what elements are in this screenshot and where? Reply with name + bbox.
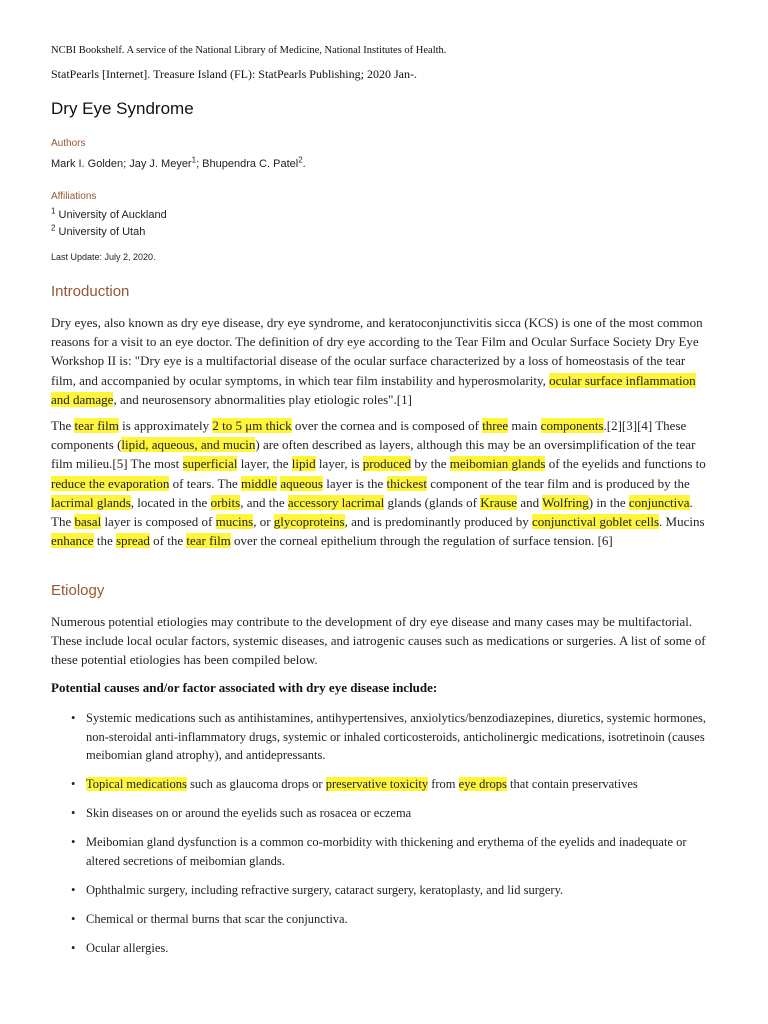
highlighted-text: 2 to 5 μm thick	[212, 418, 292, 433]
highlighted-text: Wolfring	[542, 494, 589, 510]
list-item	[71, 775, 711, 794]
list-item	[71, 881, 711, 900]
highlighted-text: middle	[241, 475, 278, 491]
section-heading-introduction: Introduction	[51, 283, 130, 300]
intro-paragraph-1	[51, 313, 711, 409]
text-run: component of the tear film and is produced by the	[426, 475, 690, 491]
text-run: Systemic medications such as antihistamines, antihypertensives, anxiolytics/benzodiazepines, diuretics, systemic hormones, non-steroidal anti-inflammatory drugs, systemic or inhaled corticosteroids, anticholinergic medications, isotretinoin (causes meibomian gland atrophy), and antidepressants.	[86, 711, 707, 762]
text-run: , and neurosensory abnormalities play etiologic roles".[1]	[113, 391, 412, 407]
text-run: Chemical or thermal burns that scar the conjunctiva.	[86, 911, 348, 926]
bullet-icon: •	[71, 835, 76, 849]
causes-list	[51, 709, 756, 968]
highlighted-text: reduce the evaporation	[51, 475, 170, 491]
text-run: , or	[253, 514, 274, 530]
text-run: Ophthalmic surgery, including refractive surgery, cataract surgery, keratoplasty, and lid surgery.	[86, 882, 564, 897]
intro-paragraph-2	[51, 416, 711, 550]
highlighted-text: conjunctiva	[628, 494, 690, 510]
bullet-icon: •	[71, 711, 76, 725]
text-run: ) are often described as layers, although this may be an oversimplification of the tear film milieu.[5] The most	[51, 437, 696, 472]
bullet-icon: •	[71, 806, 76, 820]
text-run: . Mucins	[659, 514, 705, 530]
text-run: layer, the	[237, 456, 292, 472]
source-line-ncbi: NCBI Bookshelf. A service of the National Library of Medicine, National Institutes of Health.	[51, 45, 447, 56]
text-run: ) in the	[588, 494, 629, 510]
highlighted-text: produced	[362, 456, 412, 472]
affiliations-label: Affiliations	[51, 191, 97, 202]
text-run: is approximately	[118, 418, 213, 433]
text-run: layer is the	[322, 475, 387, 491]
authors-label: Authors	[51, 138, 86, 149]
page-title: Dry Eye Syndrome	[51, 99, 194, 118]
text-run: glands (glands of	[384, 494, 481, 510]
highlighted-text: enhance	[51, 533, 94, 549]
affiliation-item: $^2$ University of Utah	[51, 223, 146, 238]
bullet-icon: •	[71, 911, 76, 926]
highlighted-text: meibomian glands	[449, 456, 546, 472]
text-run: Numerous potential etiologies may contribute to the development of dry eye disease and many cases may be multifactorial. These include local ocular factors, systemic diseases, and iatrogenic causes such as medications or surgeries. A list of some of these potential etiologies has been compiled below.	[51, 614, 706, 668]
text-run: , located in the	[130, 494, 211, 510]
text-run: Ocular allergies.	[86, 940, 169, 955]
list-item	[71, 833, 711, 870]
text-run: the	[93, 533, 116, 549]
author-ref-1: 1	[191, 155, 197, 165]
list-item	[71, 910, 711, 929]
highlighted-text: ocular surface inflammation and damage	[51, 372, 696, 407]
text-run: and	[517, 494, 543, 510]
highlighted-text: accessory lacrimal	[287, 494, 385, 510]
text-run: The	[51, 418, 75, 433]
last-update: Last Update: July 2, 2020.	[51, 252, 156, 262]
highlighted-text: components	[540, 418, 604, 433]
text-run: , and is predominantly produced by	[344, 514, 532, 530]
text-run: .[2][3][4] These components (	[51, 418, 687, 453]
highlighted-text: Topical medications	[86, 777, 187, 791]
highlighted-text: three	[482, 418, 509, 433]
highlighted-text: lacrimal glands	[51, 494, 131, 510]
affiliation-item: $^1$ University of Auckland	[51, 206, 167, 221]
highlighted-text: Krause	[480, 494, 518, 510]
text-run: over the corneal epithelium through the regulation of surface tension. [6]	[230, 533, 613, 549]
highlighted-text: thickest	[386, 475, 427, 491]
section-heading-etiology: Etiology	[51, 582, 105, 599]
text-run: by the	[411, 456, 450, 472]
text-run: of the	[149, 533, 187, 549]
source-line-statpearls: StatPearls [Internet]. Treasure Island (FL): StatPearls Publishing; 2020 Jan-.	[51, 67, 417, 81]
text-run: over the cornea and is composed of	[291, 418, 483, 433]
highlighted-text: basal	[74, 514, 102, 530]
text-run: of the eyelids and functions to	[545, 456, 706, 472]
text-run: Meibomian gland dysfunction is a common co-morbidity with thickening and erythema of the eyelids and inadequate or altered secretions of meibomian glands.	[86, 835, 687, 868]
list-item	[71, 804, 711, 823]
highlighted-text: tear film	[186, 533, 231, 549]
bullet-icon: •	[71, 882, 76, 897]
list-item	[71, 709, 711, 765]
highlighted-text: mucins	[215, 514, 254, 530]
text-run: from	[428, 777, 459, 791]
bullet-icon: •	[71, 777, 76, 791]
text-run: such as glaucoma drops or	[186, 777, 326, 791]
highlighted-text: spread	[115, 533, 150, 549]
etiology-paragraph-1	[51, 612, 711, 670]
highlighted-text: tear film	[74, 418, 119, 433]
text-run: Dry eyes, also known as dry eye disease, dry eye syndrome, and keratoconjunctivitis sicca (KCS) is one of the most common reasons for a visit to an eye doctor. The definition of dry eye according to the Tear Film and Ocular Surface Society Dry Eye Workshop II is: "Dry eye is a multifactorial disease of the ocular surface characterized by a loss of homeostasis of the tear film, and accompanied by ocular symptoms, in which tear film instability and hyperosmolarity,	[51, 315, 703, 388]
causes-list-heading: Potential causes and/or factor associated with dry eye disease include:	[51, 680, 438, 695]
text-run: . The	[51, 494, 693, 530]
text-run: main	[508, 418, 541, 433]
text-run: Skin diseases on or around the eyelids such as rosacea or eczema	[86, 806, 412, 820]
highlighted-text: glycoproteins	[273, 514, 345, 530]
highlighted-text: eye drops	[458, 777, 507, 791]
highlighted-text: conjunctival goblet cells	[531, 514, 660, 530]
text-run: , and the	[240, 494, 288, 510]
text-run: of tears. The	[169, 475, 241, 491]
text-run: layer is composed of	[101, 514, 216, 530]
highlighted-text: superficial	[182, 456, 238, 472]
highlighted-text: aqueous	[280, 475, 323, 491]
highlighted-text: lipid	[291, 456, 316, 472]
text-run: layer, is	[315, 456, 363, 472]
list-item	[71, 939, 711, 958]
author-ref-2: 2	[298, 155, 303, 165]
highlighted-text: preservative toxicity	[325, 777, 429, 791]
text-run: that contain preservatives	[506, 777, 638, 791]
highlighted-text: lipid, aqueous, and mucin	[121, 437, 256, 453]
authors-line: Mark I. Golden; Jay J. Meyer$^1$; Bhupendra C. Patel$^2$.	[51, 155, 306, 170]
highlighted-text: orbits	[210, 494, 241, 510]
bullet-icon: •	[71, 940, 76, 955]
